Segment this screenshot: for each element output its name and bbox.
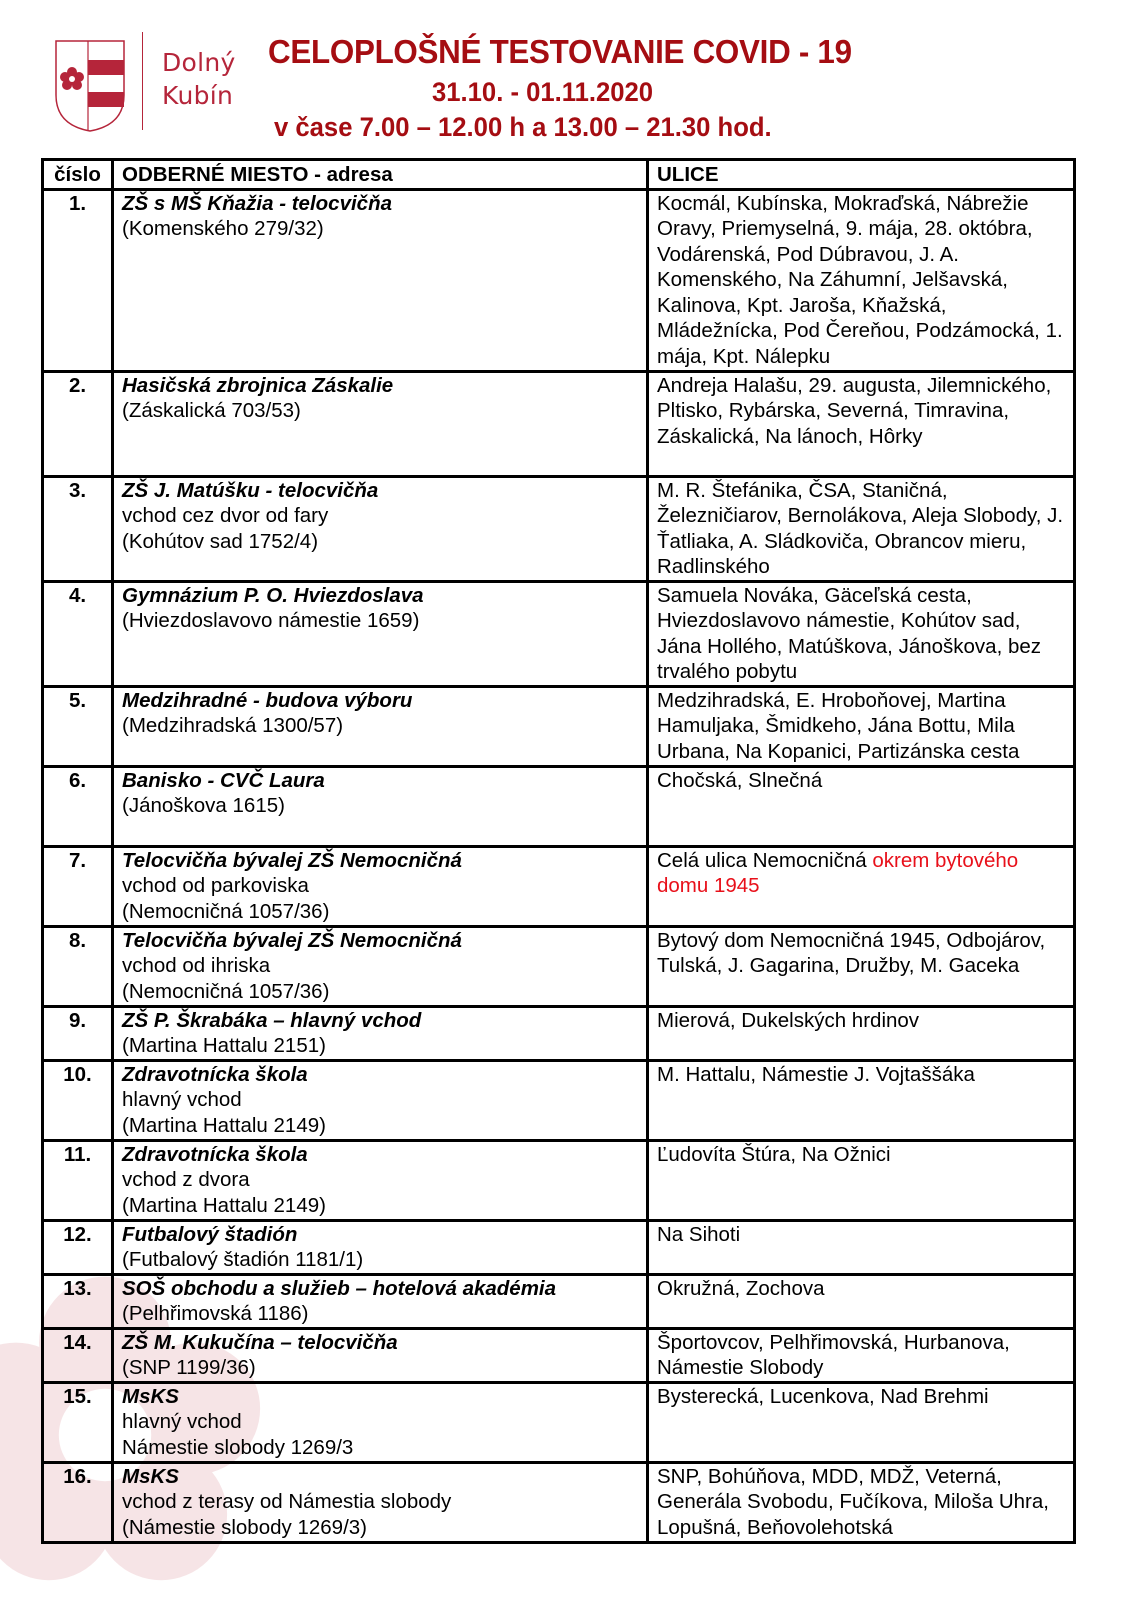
site-address: (Hviezdoslavovo námestie 1659) [122,609,420,632]
site-address: (Martina Hattalu 2151) [122,1034,326,1057]
site-cell [113,1060,648,1140]
date-range: 31.10. - 01.11.2020 [432,77,654,107]
site-name: Hasičská zbrojnica Záskalie [122,373,394,397]
site-entrance: vchod od ihriska [122,954,271,977]
row-number: 11. [43,1140,113,1220]
site-name: SOŠ obchodu a služieb – hotelová akadémia [122,1276,557,1300]
site-entrance: vchod od parkoviska [122,874,309,897]
site-cell [113,1462,648,1542]
site-cell [113,476,648,581]
site-address: (SNP 1199/36) [122,1356,256,1379]
row-number: 5. [43,686,113,766]
site-address: (Martina Hattalu 2149) [122,1193,326,1217]
site-address: (Nemocničná 1057/36) [122,979,330,1003]
site-address: (Kohútov sad 1752/4) [122,529,319,553]
streets-cell: Mierová, Dukelských hrdinov [648,1006,1075,1060]
site-cell [113,1220,648,1274]
site-address: (Komenského 279/32) [122,217,324,240]
streets-cell: Ľudovíta Štúra, Na Ožnici [648,1140,1075,1220]
row-number: 10. [43,1060,113,1140]
streets-cell: Medzihradská, E. Hroboňovej, Martina Hamuljaka, Šmidkeho, Jána Bottu, Mila Urbana, Na Kopanici, Partizánska cesta [648,686,1075,766]
streets-cell: Na Sihoti [648,1220,1075,1274]
site-name: MsKS [122,1464,179,1488]
coat-of-arms-icon [55,40,125,132]
site-name: Gymnázium P. O. Hviezdoslava [122,583,424,607]
row-number: 8. [43,926,113,1006]
streets-cell: Andreja Halašu, 29. augusta, Jilemnického, Pltisko, Rybárska, Severná, Timravina, Záskalická, Na lánoch, Hôrky [648,371,1075,476]
site-address: (Námestie slobody 1269/3) [122,1515,367,1539]
row-number: 7. [43,846,113,926]
site-name: Telocvičňa bývalej ZŠ Nemocničná [122,848,462,872]
time-range: v čase 7.00 – 12.00 h a 13.00 – 21.30 hod. [274,112,772,142]
streets-exception: okrem bytového domu 1945 [657,848,1019,897]
site-cell [113,1382,648,1462]
column-header-streets: ULICE [648,160,1075,190]
row-number: 2. [43,371,113,476]
site-cell [113,766,648,846]
site-cell [113,371,648,476]
streets-text: Celá ulica Nemocničná [657,848,873,872]
table-row [43,766,1075,846]
site-entrance: hlavný vchod [122,1088,242,1111]
table-row [43,476,1075,581]
town-name-line2: Kubín [162,81,234,110]
streets-cell: Kocmál, Kubínska, Mokraďská, Nábrežie Oravy, Priemyselná, 9. mája, 28. októbra, Vodárenská, Pod Dúbravou, J. A. Komenského, Na Záhumní, Jelšavská, Kalinova, Kpt. Jaroša, Kňažská, Mládežnícka, Pod Čereňou, Podzámocká, 1. mája, Kpt. Nálepku [648,189,1075,371]
site-address: (Medzihradská 1300/57) [122,714,344,737]
site-address: (Záskalická 703/53) [122,399,301,422]
row-number: 12. [43,1220,113,1274]
site-cell [113,846,648,926]
streets-cell: M. Hattalu, Námestie J. Vojtaššáka [648,1060,1075,1140]
row-number: 14. [43,1328,113,1382]
table-row [43,371,1075,476]
site-entrance: vchod z dvora [122,1168,250,1191]
site-name: ZŠ P. Škrabáka – hlavný vchod [122,1008,422,1032]
column-header-number: číslo [43,160,113,190]
site-cell [113,686,648,766]
site-cell [113,581,648,686]
table-row [43,1140,1075,1220]
streets-cell: Samuela Nováka, Gäceľská cesta, Hviezdoslavovo námestie, Kohútov sad, Jána Hollého, Matúškova, Jánoškova, bez trvalého pobytu [648,581,1075,686]
site-name: ZŠ s MŠ Kňažia - telocvičňa [122,191,392,215]
site-cell [113,189,648,371]
row-number: 16. [43,1462,113,1542]
row-number: 4. [43,581,113,686]
table-row [43,1220,1075,1274]
logo-divider [142,32,143,130]
streets-cell: Okružná, Zochova [648,1274,1075,1328]
row-number: 6. [43,766,113,846]
site-cell [113,1006,648,1060]
town-name [162,46,236,112]
row-number: 15. [43,1382,113,1462]
streets-cell: Športovcov, Pelhřimovská, Hurbanova, Námestie Slobody [648,1328,1075,1382]
table-row [43,686,1075,766]
streets-cell: M. R. Štefánika, ČSA, Staničná, Železničiarov, Bernolákova, Aleja Slobody, J. Ťatliaka, A. Sládkoviča, Obrancov mieru, Radlinského [648,476,1075,581]
row-number: 9. [43,1006,113,1060]
site-name: Medzihradné - budova výboru [122,688,413,712]
table-row [43,1328,1075,1382]
streets-cell: Chočská, Slnečná [648,766,1075,846]
table-row [43,1274,1075,1328]
site-address: (Futbalový štadión 1181/1) [122,1248,364,1271]
table-row [43,581,1075,686]
table-row [43,1060,1075,1140]
table-row [43,1462,1075,1542]
site-name: ZŠ J. Matúšku - telocvičňa [122,478,379,502]
table-row [43,926,1075,1006]
site-cell [113,1140,648,1220]
site-entrance: vchod z terasy od Námestia slobody [122,1490,452,1513]
site-address: (Martina Hattalu 2149) [122,1113,326,1137]
table-row [43,1006,1075,1060]
site-address: (Jánoškova 1615) [122,794,285,817]
site-name: Zdravotnícka škola [122,1062,308,1086]
table-row [43,846,1075,926]
site-cell [113,926,648,1006]
site-address: (Nemocničná 1057/36) [122,899,330,923]
page-title: CELOPLOŠNÉ TESTOVANIE COVID - 19 [268,33,852,70]
streets-cell: SNP, Bohúňova, MDD, MDŽ, Veterná, Generála Svobodu, Fučíkova, Miloša Uhra, Lopušná, Beňovolehotská [648,1462,1075,1542]
site-cell [113,1274,648,1328]
row-number: 3. [43,476,113,581]
table-header-row [43,160,1075,190]
streets-cell: Bysterecká, Lucenkova, Nad Brehmi [648,1382,1075,1462]
site-name: ZŠ M. Kukučína – telocvičňa [122,1330,398,1354]
site-address: (Pelhřimovská 1186) [122,1302,309,1325]
row-number: 1. [43,189,113,371]
site-entrance: vchod cez dvor od fary [122,504,329,527]
table-row [43,189,1075,371]
town-name-line1: Dolný [162,48,236,77]
column-header-site: ODBERNÉ MIESTO - adresa [113,160,648,190]
site-name: Banisko - CVČ Laura [122,768,325,792]
streets-cell: Bytový dom Nemocničná 1945, Odbojárov, Tulská, J. Gagarina, Družby, M. Gaceka [648,926,1075,1006]
site-name: Telocvičňa bývalej ZŠ Nemocničná [122,928,462,952]
table-row [43,1382,1075,1462]
site-entrance: hlavný vchod [122,1410,242,1433]
site-address: Námestie slobody 1269/3 [122,1435,354,1459]
testing-sites-table [41,158,1076,1544]
site-name: MsKS [122,1384,179,1408]
site-name: Zdravotnícka škola [122,1142,308,1166]
streets-cell [648,846,1075,926]
site-name: Futbalový štadión [122,1222,298,1246]
row-number: 13. [43,1274,113,1328]
site-cell [113,1328,648,1382]
